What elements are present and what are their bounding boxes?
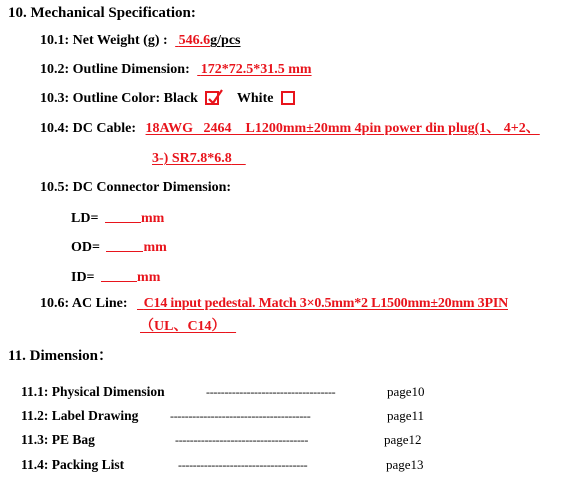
ld-row: [71, 209, 164, 228]
black-checkbox[interactable]: [205, 91, 219, 105]
id-unit: mm: [137, 270, 161, 285]
toc-item-physical-dimension[interactable]: [21, 384, 165, 400]
net-weight-unit: g/pcs: [210, 33, 241, 48]
dc-cable-value-line1: 18AWG 2464 L1200mm±20mm 4pin power din plug(1、 4+2、: [145, 121, 540, 136]
toc-label: 11.3: PE Bag: [21, 432, 95, 447]
outline-dimension-row: [40, 61, 312, 79]
id-label: ID=: [71, 270, 95, 285]
toc-item-packing-list[interactable]: [21, 457, 124, 473]
outline-color-row: [40, 90, 295, 108]
toc-page: page10: [387, 384, 425, 399]
dc-cable-label: 10.4: DC Cable:: [40, 121, 137, 136]
id-row: [71, 268, 160, 287]
outline-color-label: 10.3: Outline Color: Black: [40, 91, 198, 106]
dc-cable-value-line2: 3-) SR7.8*6.8: [152, 151, 232, 166]
ac-line-line2-row: [140, 318, 236, 336]
dc-connector-heading: 10.5: DC Connector Dimension:: [40, 180, 232, 195]
net-weight-value: 546.6: [178, 33, 211, 48]
ac-line-label: 10.6: AC Line:: [40, 296, 128, 311]
ac-line-value-line2: （UL、C14）: [140, 319, 226, 334]
outline-dimension-value: 172*72.5*31.5 mm: [200, 62, 312, 77]
section-10-heading: 10. Mechanical Specification:: [8, 5, 196, 21]
check-icon: [206, 87, 224, 107]
ld-unit: mm: [140, 211, 165, 226]
toc-label: 11.1: Physical Dimension: [21, 384, 165, 399]
od-label: OD=: [71, 240, 100, 255]
white-option-label: White: [236, 91, 274, 106]
toc-label: 11.2: Label Drawing: [21, 408, 139, 423]
outline-dimension-label: 10.2: Outline Dimension:: [40, 62, 190, 77]
ac-line-row: [40, 295, 508, 313]
net-weight-label: 10.1: Net Weight (g) :: [40, 33, 168, 48]
ld-blank-field[interactable]: [105, 209, 141, 223]
ac-line-value-line1: C14 input pedestal. Match 3×0.5mm*2 L1500mm±20mm 3PIN: [143, 296, 508, 311]
toc-page: page12: [384, 432, 422, 447]
dc-cable-row: [40, 120, 540, 138]
toc-leader: -----------------------------------: [206, 385, 336, 399]
net-weight-row: [40, 32, 241, 50]
toc-page: page11: [387, 408, 425, 423]
od-blank-field[interactable]: [106, 238, 143, 252]
toc-item-pe-bag[interactable]: [21, 432, 95, 448]
toc-leader: ------------------------------------: [175, 433, 309, 447]
dc-cable-line2-row: [152, 150, 246, 168]
toc-leader: -----------------------------------: [178, 458, 308, 472]
ld-label: LD=: [71, 211, 99, 226]
white-checkbox[interactable]: [281, 91, 295, 105]
id-blank-field[interactable]: [101, 268, 137, 282]
toc-item-label-drawing[interactable]: [21, 408, 138, 424]
od-unit: mm: [143, 240, 167, 255]
toc-label: 11.4: Packing List: [21, 457, 125, 472]
section-11-heading: 11. Dimension：: [8, 348, 114, 364]
toc-page: page13: [386, 457, 424, 472]
od-row: [71, 238, 167, 257]
toc-leader: --------------------------------------: [170, 409, 311, 423]
